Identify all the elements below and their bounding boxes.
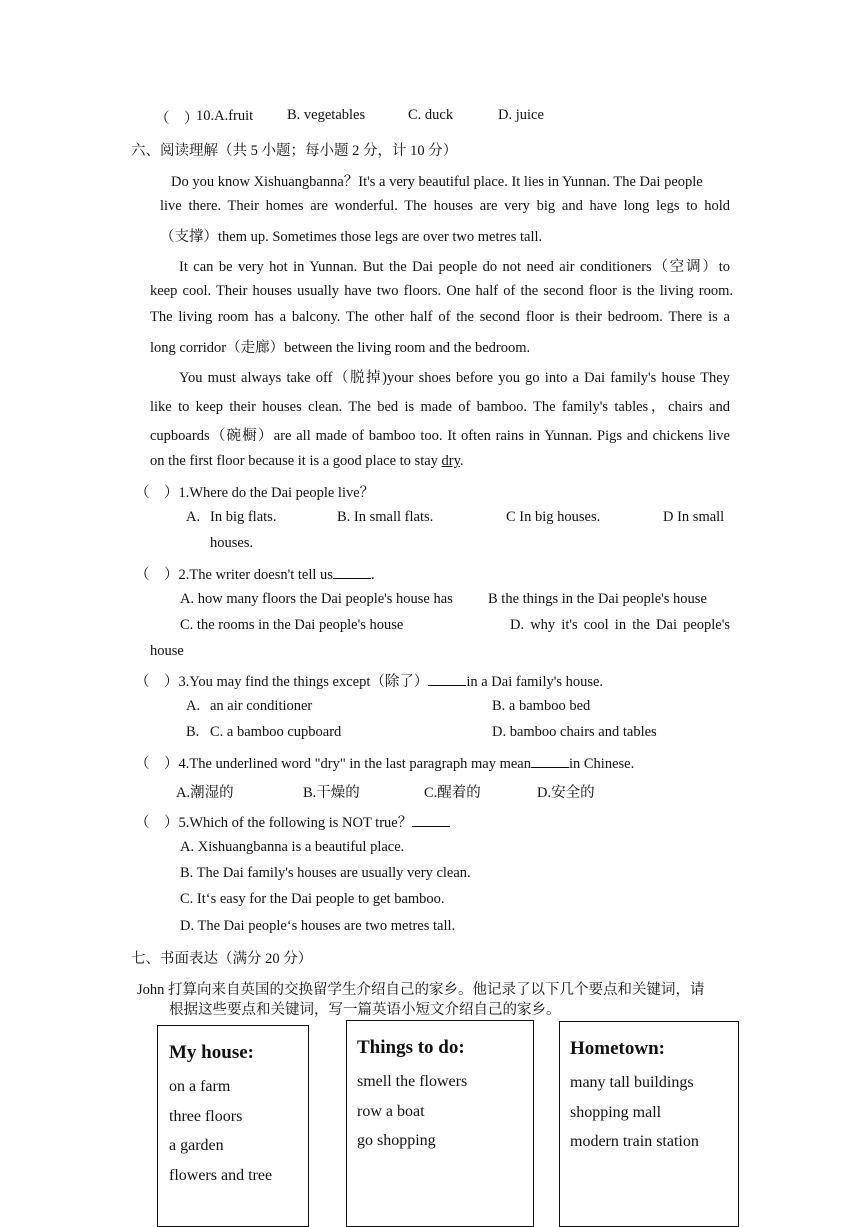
q1-option-d-cont: houses. bbox=[210, 535, 254, 551]
q1-option-c: C In big houses. bbox=[506, 509, 601, 525]
q5-stem-text: （ ）5.Which of the following is NOT true？ bbox=[135, 815, 413, 831]
passage-p3-line4 bbox=[150, 453, 464, 470]
passage-p2-line4: long corridor（走廊）between the living room and the bedroom. bbox=[150, 340, 531, 356]
q2-option-b: B the things in the Dai people's house bbox=[488, 591, 707, 607]
q4-option-a: A.潮湿的 bbox=[176, 785, 234, 801]
q2-blank[interactable] bbox=[333, 566, 371, 579]
passage-p2-line1: It can be very hot in Yunnan. But the Dai people do not need air conditioners（空调）to bbox=[179, 259, 730, 275]
q5-option-a: A. Xishuangbanna is a beautiful place. bbox=[180, 839, 405, 855]
passage-p2-line2: keep cool. Their houses usually have two floors. One half of the second floor is the living room. bbox=[150, 283, 733, 299]
q1-option-a: In big flats. bbox=[210, 509, 277, 525]
q10-paren: （ ） bbox=[155, 111, 199, 127]
q3-stem bbox=[135, 670, 603, 691]
box-title-my-house: My house: bbox=[169, 1042, 254, 1063]
q2-stem-text: （ ）2.The writer doesn't tell us bbox=[135, 567, 333, 583]
box-line: smell the flowers bbox=[357, 1073, 468, 1090]
q4-option-b: B.干燥的 bbox=[303, 785, 360, 801]
q10-option-c: C. duck bbox=[408, 107, 454, 123]
q2-stem-end: . bbox=[370, 567, 375, 583]
passage-p3-line3: cupboards（碗橱）are all made of bamboo too. It often rains in Yunnan. Pigs and chickens live bbox=[150, 428, 730, 444]
keyword-box-things-to-do bbox=[346, 1020, 534, 1227]
section6-heading: 六、阅读理解（共 5 小题；每小题 2 分，计 10 分） bbox=[131, 143, 458, 159]
q2-option-a: A. how many floors the Dai people's house has bbox=[180, 591, 453, 607]
q4-stem bbox=[135, 752, 634, 773]
passage-p3-line4-text: on the first floor because it is a good place to stay bbox=[150, 453, 442, 469]
q4-option-d: D.安全的 bbox=[537, 785, 595, 801]
q10-option-a: 10.A.fruit bbox=[196, 108, 254, 124]
q1-option-b: B. In small flats. bbox=[337, 509, 434, 525]
box-title-hometown: Hometown: bbox=[570, 1038, 665, 1059]
passage-p1-line3: （支撑）them up. Sometimes those legs are over two metres tall. bbox=[160, 229, 543, 245]
q2-stem bbox=[135, 563, 375, 584]
q2-option-c: C. the rooms in the Dai people's house bbox=[180, 617, 404, 633]
q1-stem: （ ）1.Where do the Dai people live？ bbox=[135, 485, 375, 501]
q5-stem bbox=[135, 811, 450, 832]
q4-stem-end: in Chinese. bbox=[568, 756, 635, 772]
q4-stem-text: （ ）4.The underlined word "dry" in the last paragraph may mean bbox=[135, 756, 531, 772]
passage-p1-line2: live there. Their homes are wonderful. The houses are very big and have long legs to hold bbox=[160, 198, 730, 214]
passage-p3-line2: like to keep their houses clean. The bed is made of bamboo. The family's tables，chairs and bbox=[150, 399, 730, 415]
passage-p1-line1: Do you know Xishuangbanna？It's a very beautiful place. It lies in Yunnan. The Dai people bbox=[171, 174, 703, 190]
q5-option-d: D. The Dai people‘s houses are two metres tall. bbox=[180, 918, 456, 934]
box-line: on a farm bbox=[169, 1078, 231, 1095]
box-line: three floors bbox=[169, 1107, 243, 1125]
q2-option-d-cont: house bbox=[150, 643, 184, 659]
q1-option-a-label: A. bbox=[186, 509, 201, 525]
box-line: go shopping bbox=[357, 1132, 436, 1149]
q3-option-b: B. a bamboo bed bbox=[492, 698, 591, 714]
passage-p3-line1: You must always take off（脱掉)your shoes before you go into a Dai family's house They bbox=[179, 370, 730, 386]
q1-option-d: D In small bbox=[663, 509, 725, 525]
keyword-box-hometown bbox=[559, 1021, 739, 1227]
q3-option-a-label: A. bbox=[186, 698, 201, 714]
section7-intro-line1: John 打算向来自英国的交换留学生介绍自己的家乡。他记录了以下几个要点和关键词，请 bbox=[137, 982, 705, 998]
q3-stem-text: （ ）3.You may find the things except（除了） bbox=[135, 674, 429, 690]
box-line: modern train station bbox=[570, 1133, 699, 1150]
passage-p3-period: . bbox=[459, 453, 464, 469]
passage-p2-line3: The living room has a balcony. The other half of the second floor is their bedroom. There is a bbox=[150, 309, 730, 325]
box-line: row a boat bbox=[357, 1102, 425, 1120]
underlined-word-dry: dry bbox=[441, 453, 460, 469]
section7-heading: 七、书面表达（满分 20 分） bbox=[131, 951, 313, 967]
q2-option-d: D. why it's cool in the Dai people's bbox=[510, 617, 730, 633]
box-line: flowers and tree bbox=[169, 1166, 273, 1184]
keyword-box-my-house bbox=[157, 1025, 309, 1227]
box-line: shopping mall bbox=[570, 1103, 662, 1121]
q3-stem-end: in a Dai family's house. bbox=[466, 674, 604, 690]
q10-option-b: B. vegetables bbox=[287, 107, 366, 123]
section7-intro-line2: 根据这些要点和关键词，写一篇英语小短文介绍自己的家乡。 bbox=[169, 1002, 561, 1018]
q5-option-c: C. It‘s easy for the Dai people to get bamboo. bbox=[180, 891, 445, 907]
q5-option-b: B. The Dai family's houses are usually very clean. bbox=[180, 865, 471, 881]
q4-blank[interactable] bbox=[531, 755, 569, 768]
q5-blank[interactable] bbox=[412, 814, 450, 827]
q3-option-c-label: B. bbox=[186, 724, 200, 740]
q3-option-c: C. a bamboo cupboard bbox=[210, 724, 342, 740]
q3-option-a: an air conditioner bbox=[210, 698, 313, 714]
q3-option-d: D. bamboo chairs and tables bbox=[492, 724, 657, 740]
q10-option-d: D. juice bbox=[498, 107, 544, 123]
box-line: a garden bbox=[169, 1137, 224, 1154]
box-title-things-to-do: Things to do: bbox=[357, 1037, 465, 1058]
q3-blank[interactable] bbox=[428, 673, 466, 686]
box-line: many tall buildings bbox=[570, 1074, 694, 1091]
q4-option-c: C.醒着的 bbox=[424, 785, 481, 801]
